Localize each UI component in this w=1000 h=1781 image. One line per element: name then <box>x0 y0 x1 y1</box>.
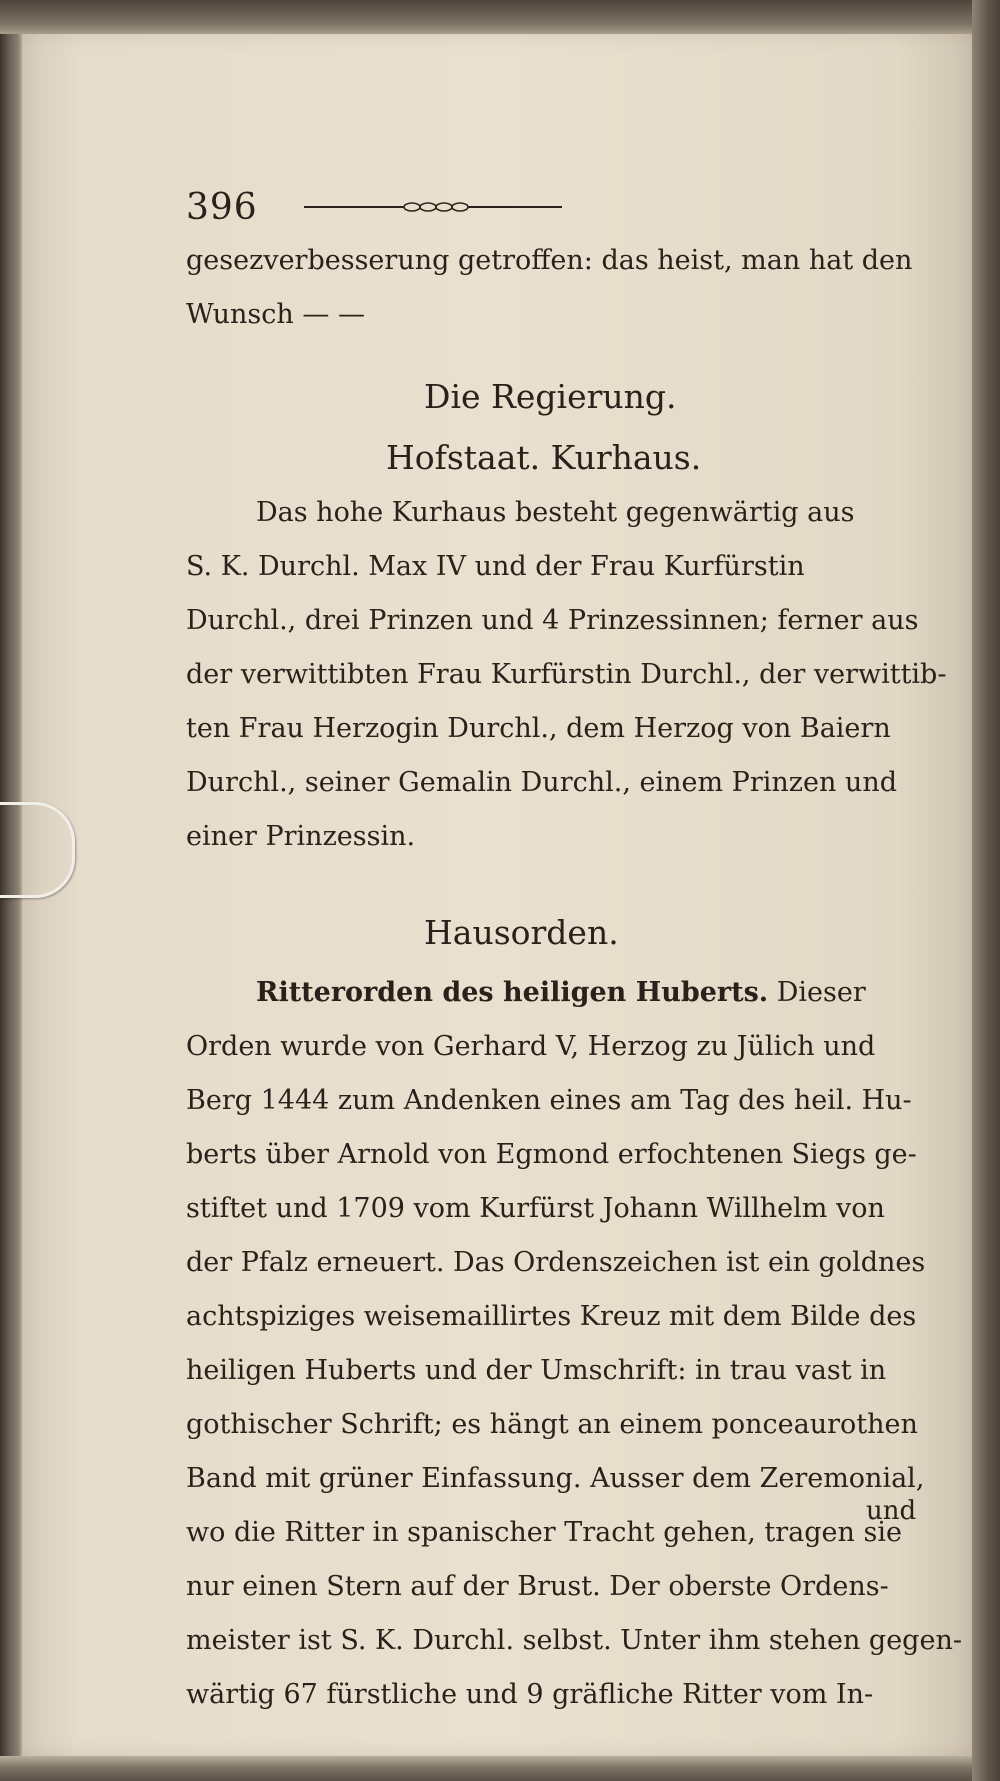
page-top-edge <box>0 0 972 34</box>
catchword: und <box>866 1496 917 1526</box>
text-line: nur einen Stern auf der Brust. Der oberste Ordens- <box>186 1571 889 1602</box>
page-stack-edge <box>972 0 1000 1781</box>
text-line: Orden wurde von Gerhard V, Herzog zu Jülich und <box>186 1031 876 1062</box>
text-line: stiftet und 1709 vom Kurfürst Johann Willhelm von <box>186 1193 885 1224</box>
text-line: heiligen Huberts und der Umschrift: in trau vast in <box>186 1355 887 1386</box>
text-line: achtspiziges weisemaillirtes Kreuz mit dem Bilde des <box>186 1301 917 1332</box>
text-line: wo die Ritter in spanischer Tracht gehen, tragen sie <box>186 1517 902 1548</box>
order-title: Ritterorden des heiligen Huberts. <box>256 977 769 1008</box>
text-fragment: Dieser <box>768 977 866 1008</box>
text-line: Durchl., drei Prinzen und 4 Prinzessinnen; ferner aus <box>186 605 919 636</box>
text-line: Durchl., seiner Gemalin Durchl., einem Prinzen und <box>186 767 897 798</box>
text-line: wärtig 67 fürstliche und 9 gräfliche Ritter vom In- <box>186 1679 874 1710</box>
text-line: berts über Arnold von Egmond erfochtenen Siegs ge- <box>186 1139 917 1170</box>
ornament-rule-icon <box>304 198 562 216</box>
page-number: 396 <box>186 186 258 228</box>
section-heading-hofstaat: Hofstaat. Kurhaus. <box>386 438 702 477</box>
text-line: gesezverbesserung getroffen: das heist, man hat den <box>186 245 913 276</box>
text-line: meister ist S. K. Durchl. selbst. Unter ihm stehen gegen- <box>186 1625 962 1656</box>
text-line: einer Prinzessin. <box>186 821 416 852</box>
text-line: Das hohe Kurhaus besteht gegenwärtig aus <box>256 497 855 528</box>
page-bottom-edge <box>0 1756 972 1781</box>
text-line: Wunsch — — <box>186 299 365 330</box>
text-line: S. K. Durchl. Max IV und der Frau Kurfürstin <box>186 551 805 582</box>
text-line: gothischer Schrift; es hängt an einem ponceaurothen <box>186 1409 918 1440</box>
paper-clip <box>0 802 75 898</box>
section-heading-hausorden: Hausorden. <box>424 913 619 952</box>
page-header <box>186 180 926 234</box>
text-line: der verwittibten Frau Kurfürstin Durchl., der verwittib- <box>186 659 947 690</box>
text-line: ten Frau Herzogin Durchl., dem Herzog von Baiern <box>186 713 891 744</box>
section-heading-regierung: Die Regierung. <box>424 377 677 416</box>
text-line <box>186 966 926 1020</box>
text-line: Band mit grüner Einfassung. Ausser dem Zeremonial, <box>186 1463 925 1494</box>
page-text <box>186 180 962 1722</box>
text-line: Berg 1444 zum Andenken eines am Tag des heil. Hu- <box>186 1085 912 1116</box>
text-line: der Pfalz erneuert. Das Ordenszeichen ist ein goldnes <box>186 1247 926 1278</box>
